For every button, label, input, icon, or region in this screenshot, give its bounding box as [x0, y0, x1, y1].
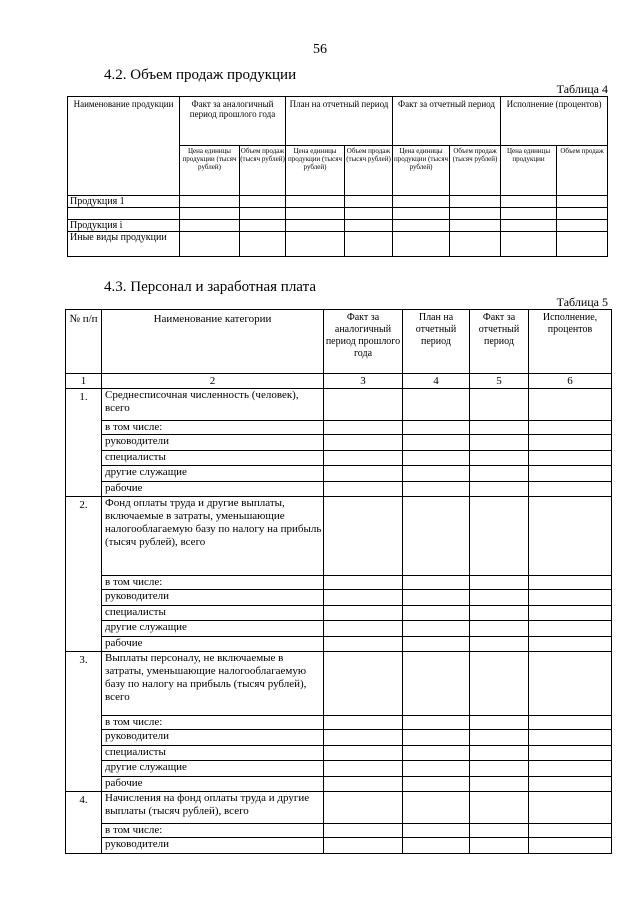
- data-cell[interactable]: [240, 208, 286, 220]
- data-cell[interactable]: [324, 605, 403, 621]
- data-cell[interactable]: [450, 232, 501, 257]
- data-cell[interactable]: [470, 481, 529, 497]
- subheader-sales-volume: Объем продаж (тысяч рублей): [345, 146, 393, 196]
- data-cell[interactable]: [470, 745, 529, 761]
- table-row: [66, 652, 612, 716]
- table-row: [66, 730, 612, 746]
- data-cell[interactable]: [501, 220, 557, 232]
- category-item: рабочие: [102, 481, 324, 497]
- data-cell[interactable]: [324, 716, 403, 730]
- data-cell[interactable]: [324, 435, 403, 451]
- header-fact: Факт за отчетный период: [393, 97, 501, 146]
- data-cell[interactable]: [403, 761, 470, 777]
- table-row: [66, 838, 612, 854]
- data-cell[interactable]: [180, 232, 240, 257]
- data-cell[interactable]: [286, 208, 345, 220]
- data-cell[interactable]: [470, 636, 529, 652]
- data-cell[interactable]: [557, 208, 608, 220]
- staff-table: [65, 309, 612, 854]
- data-cell[interactable]: [324, 389, 403, 421]
- data-cell[interactable]: [403, 435, 470, 451]
- data-cell[interactable]: [529, 389, 612, 421]
- data-cell[interactable]: [529, 590, 612, 606]
- data-cell[interactable]: [529, 824, 612, 838]
- sales-table: [67, 96, 608, 257]
- data-cell[interactable]: [529, 435, 612, 451]
- subheader-unit-price: Цена единицы продукции (тысяч рублей): [286, 146, 345, 196]
- column-number: 1: [66, 374, 102, 389]
- data-cell[interactable]: [470, 730, 529, 746]
- category-item: рабочие: [102, 636, 324, 652]
- data-cell[interactable]: [324, 792, 403, 824]
- header-execution: Исполнение (процентов): [501, 97, 608, 146]
- table-row: [68, 220, 608, 232]
- data-cell[interactable]: [403, 590, 470, 606]
- data-cell[interactable]: [529, 792, 612, 824]
- table-row: [66, 792, 612, 824]
- data-cell[interactable]: [324, 576, 403, 590]
- category-item: другие служащие: [102, 761, 324, 777]
- data-cell[interactable]: [450, 220, 501, 232]
- data-cell[interactable]: [529, 481, 612, 497]
- data-cell[interactable]: [403, 450, 470, 466]
- data-cell[interactable]: [470, 792, 529, 824]
- header-execution: Исполнение, процентов: [529, 310, 612, 374]
- category-item: рабочие: [102, 776, 324, 792]
- data-cell[interactable]: [470, 590, 529, 606]
- category-item: другие служащие: [102, 621, 324, 637]
- data-cell[interactable]: [403, 421, 470, 435]
- column-number: 5: [470, 374, 529, 389]
- data-cell[interactable]: [403, 389, 470, 421]
- data-cell[interactable]: [240, 232, 286, 257]
- data-cell[interactable]: [403, 481, 470, 497]
- table-row: [66, 761, 612, 777]
- data-cell[interactable]: [393, 196, 450, 208]
- data-cell[interactable]: [529, 466, 612, 482]
- category-item: другие служащие: [102, 466, 324, 482]
- section-title-4-2: 4.2. Объем продаж продукции: [104, 67, 297, 83]
- data-cell[interactable]: [529, 621, 612, 637]
- data-cell[interactable]: [180, 196, 240, 208]
- data-cell[interactable]: [470, 421, 529, 435]
- category-item: руководители: [102, 730, 324, 746]
- table-row: [66, 421, 612, 435]
- data-cell[interactable]: [470, 450, 529, 466]
- data-cell[interactable]: [324, 730, 403, 746]
- category-item: руководители: [102, 838, 324, 854]
- table-row: [66, 576, 612, 590]
- data-cell[interactable]: [403, 776, 470, 792]
- data-cell[interactable]: [470, 497, 529, 576]
- header-plan: План на отчетный период: [403, 310, 470, 374]
- page-number: 56: [313, 42, 327, 57]
- table-caption-5: Таблица 5: [556, 295, 608, 309]
- data-cell[interactable]: [529, 716, 612, 730]
- data-cell[interactable]: [450, 196, 501, 208]
- data-cell[interactable]: [403, 466, 470, 482]
- table-row: [68, 196, 608, 208]
- group-sub-label: в том числе:: [102, 421, 324, 435]
- table-row: [68, 208, 608, 220]
- data-cell[interactable]: [393, 208, 450, 220]
- data-cell[interactable]: [324, 466, 403, 482]
- data-cell[interactable]: [286, 232, 345, 257]
- table-row: [66, 481, 612, 497]
- data-cell[interactable]: [403, 576, 470, 590]
- header-category: Наименование категории: [102, 310, 324, 374]
- table-row: [66, 824, 612, 838]
- data-cell[interactable]: [393, 220, 450, 232]
- data-cell[interactable]: [345, 232, 393, 257]
- data-cell[interactable]: [324, 838, 403, 854]
- column-number: 4: [403, 374, 470, 389]
- data-cell[interactable]: [529, 652, 612, 716]
- data-cell[interactable]: [403, 745, 470, 761]
- data-cell[interactable]: [324, 824, 403, 838]
- data-cell[interactable]: [450, 208, 501, 220]
- data-cell[interactable]: [529, 636, 612, 652]
- product-row-label: Иные виды продукции: [68, 232, 180, 257]
- data-cell[interactable]: [470, 838, 529, 854]
- table-row: [66, 605, 612, 621]
- data-cell[interactable]: [403, 652, 470, 716]
- data-cell[interactable]: [470, 824, 529, 838]
- data-cell[interactable]: [324, 745, 403, 761]
- header-fact-prev-year: Факт за аналогичный период прошлого года: [180, 97, 286, 146]
- data-cell[interactable]: [324, 652, 403, 716]
- data-cell[interactable]: [470, 389, 529, 421]
- table-row: [66, 745, 612, 761]
- table-row: [66, 497, 612, 576]
- table-row: [66, 389, 612, 421]
- subheader-sales-volume: Объем продаж (тысяч рублей): [450, 146, 501, 196]
- data-cell[interactable]: [529, 497, 612, 576]
- header-product-name: Наименование продукции: [68, 97, 180, 196]
- data-cell[interactable]: [529, 450, 612, 466]
- data-cell[interactable]: [286, 196, 345, 208]
- data-cell[interactable]: [324, 621, 403, 637]
- data-cell[interactable]: [345, 196, 393, 208]
- data-cell[interactable]: [324, 590, 403, 606]
- data-cell[interactable]: [324, 450, 403, 466]
- data-cell[interactable]: [501, 208, 557, 220]
- category-item: специалисты: [102, 450, 324, 466]
- table-row: [68, 232, 608, 257]
- group-number: 1.: [66, 389, 102, 497]
- data-cell[interactable]: [470, 605, 529, 621]
- data-cell[interactable]: [180, 208, 240, 220]
- table-row: [66, 636, 612, 652]
- staff-table-body: [66, 389, 612, 854]
- data-cell[interactable]: [470, 776, 529, 792]
- data-cell[interactable]: [470, 761, 529, 777]
- data-cell[interactable]: [529, 730, 612, 746]
- table-row: [66, 466, 612, 482]
- data-cell[interactable]: [324, 636, 403, 652]
- header-fact-prev-year: Факт за аналогичный период прошлого года: [324, 310, 403, 374]
- group-title: Среднесписочная численность (человек), всего: [102, 389, 324, 421]
- group-title: Начисления на фонд оплаты труда и другие выплаты (тысяч рублей), всего: [102, 792, 324, 824]
- data-cell[interactable]: [470, 466, 529, 482]
- data-cell[interactable]: [403, 730, 470, 746]
- category-item: специалисты: [102, 745, 324, 761]
- data-cell[interactable]: [403, 824, 470, 838]
- data-cell[interactable]: [403, 605, 470, 621]
- data-cell[interactable]: [529, 421, 612, 435]
- data-cell[interactable]: [403, 497, 470, 576]
- product-row-label: Продукция i: [68, 220, 180, 232]
- table-row: [66, 716, 612, 730]
- data-cell[interactable]: [470, 576, 529, 590]
- data-cell[interactable]: [345, 220, 393, 232]
- group-number: 4.: [66, 792, 102, 854]
- section-title-4-3: 4.3. Персонал и заработная плата: [104, 279, 316, 295]
- data-cell[interactable]: [529, 576, 612, 590]
- data-cell[interactable]: [557, 232, 608, 257]
- category-item: специалисты: [102, 605, 324, 621]
- subheader-exec-price: Цена единицы продукции: [501, 146, 557, 196]
- data-cell[interactable]: [403, 636, 470, 652]
- data-cell[interactable]: [529, 745, 612, 761]
- data-cell[interactable]: [470, 621, 529, 637]
- group-sub-label: в том числе:: [102, 716, 324, 730]
- data-cell[interactable]: [324, 761, 403, 777]
- subheader-sales-volume: Объем продаж (тысяч рублей): [240, 146, 286, 196]
- table-row: [66, 590, 612, 606]
- data-cell[interactable]: [557, 220, 608, 232]
- data-cell[interactable]: [501, 232, 557, 257]
- column-number: 6: [529, 374, 612, 389]
- table-row: [66, 776, 612, 792]
- data-cell[interactable]: [529, 605, 612, 621]
- header-plan: План на отчетный период: [286, 97, 393, 146]
- table-row: [66, 450, 612, 466]
- group-sub-label: в том числе:: [102, 824, 324, 838]
- data-cell[interactable]: [393, 232, 450, 257]
- group-title: Фонд оплаты труда и другие выплаты, включаемые в затраты, уменьшающие налогооблагаемую базу по налогу на прибыль (тысяч рублей), всего: [102, 497, 324, 576]
- subheader-unit-price: Цена единицы продукции (тысяч рублей): [393, 146, 450, 196]
- data-cell[interactable]: [529, 761, 612, 777]
- data-cell[interactable]: [345, 208, 393, 220]
- data-cell[interactable]: [324, 481, 403, 497]
- subheader-unit-price: Цена единицы продукции (тысяч рублей): [180, 146, 240, 196]
- data-cell[interactable]: [240, 220, 286, 232]
- group-title: Выплаты персоналу, не включаемые в затраты, уменьшающие налогооблагаемую базу по налогу на прибыль (тысяч рублей), всего: [102, 652, 324, 716]
- data-cell[interactable]: [180, 220, 240, 232]
- subheader-exec-volume: Объем продаж: [557, 146, 608, 196]
- column-number: 3: [324, 374, 403, 389]
- column-number: 2: [102, 374, 324, 389]
- data-cell[interactable]: [470, 716, 529, 730]
- group-number: 3.: [66, 652, 102, 792]
- category-item: руководители: [102, 435, 324, 451]
- data-cell[interactable]: [403, 716, 470, 730]
- group-number: 2.: [66, 497, 102, 652]
- table-caption-4: Таблица 4: [556, 82, 608, 96]
- header-num: № п/п: [66, 310, 102, 374]
- data-cell[interactable]: [529, 776, 612, 792]
- product-row-label: [68, 208, 180, 220]
- data-cell[interactable]: [240, 196, 286, 208]
- data-cell[interactable]: [557, 196, 608, 208]
- table-row: [66, 435, 612, 451]
- data-cell[interactable]: [403, 621, 470, 637]
- data-cell[interactable]: [470, 435, 529, 451]
- header-fact: Факт за отчетный период: [470, 310, 529, 374]
- data-cell[interactable]: [501, 196, 557, 208]
- data-cell[interactable]: [324, 776, 403, 792]
- data-cell[interactable]: [324, 421, 403, 435]
- data-cell[interactable]: [470, 652, 529, 716]
- data-cell[interactable]: [286, 220, 345, 232]
- data-cell[interactable]: [403, 792, 470, 824]
- group-sub-label: в том числе:: [102, 576, 324, 590]
- data-cell[interactable]: [324, 497, 403, 576]
- data-cell[interactable]: [529, 838, 612, 854]
- table-row: [66, 621, 612, 637]
- category-item: руководители: [102, 590, 324, 606]
- data-cell[interactable]: [403, 838, 470, 854]
- product-row-label: Продукция 1: [68, 196, 180, 208]
